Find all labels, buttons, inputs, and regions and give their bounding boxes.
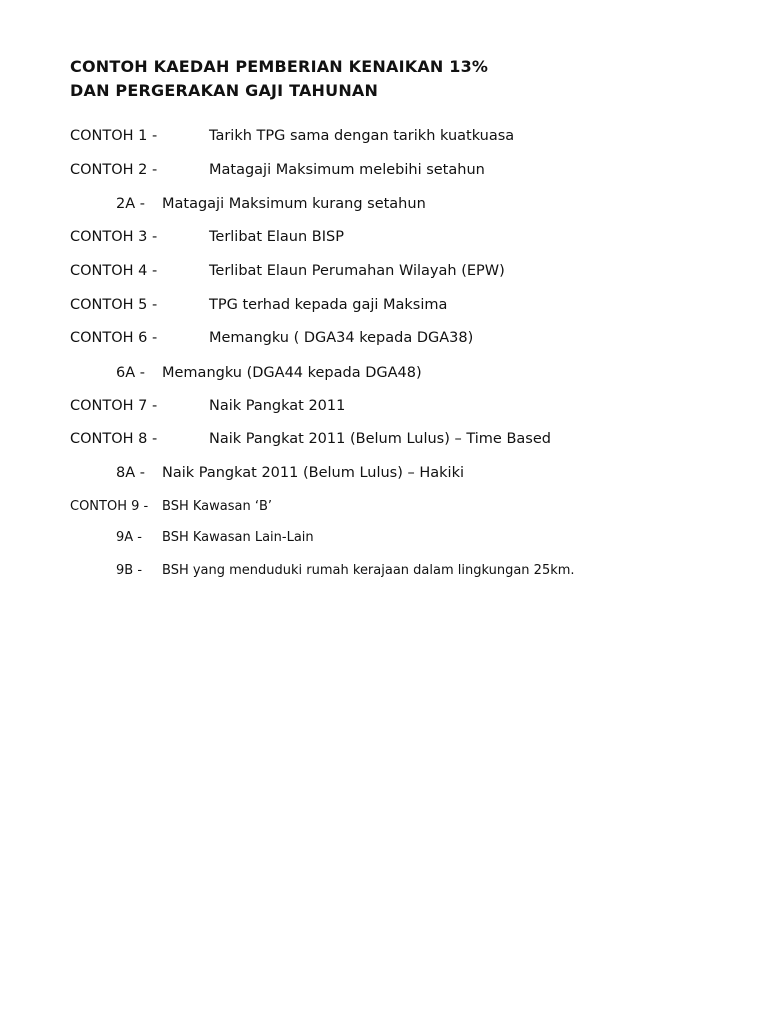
sub-example-label: 9A -: [116, 530, 142, 545]
sub-example-label: 2A -: [116, 196, 145, 212]
example-label: CONTOH 9 -: [70, 499, 149, 514]
example-label: CONTOH 8 -: [70, 431, 158, 447]
example-description: Terlibat Elaun Perumahan Wilayah (EPW): [209, 263, 505, 279]
sub-example-description: BSH Kawasan Lain-Lain: [162, 530, 314, 545]
example-label: CONTOH 4 -: [70, 263, 158, 279]
document-title: [70, 55, 488, 103]
title-line-2: DAN PERGERAKAN GAJI TAHUNAN: [70, 81, 379, 100]
sub-example-description: Naik Pangkat 2011 (Belum Lulus) – Hakiki: [162, 465, 465, 481]
example-description: Memangku ( DGA34 kepada DGA38): [209, 330, 474, 346]
sub-example-description: Matagaji Maksimum kurang setahun: [162, 196, 426, 212]
title-line-1: CONTOH KAEDAH PEMBERIAN KENAIKAN 13%: [70, 57, 489, 76]
example-label: CONTOH 3 -: [70, 229, 158, 245]
sub-example-label: 6A -: [116, 365, 145, 381]
example-description: Naik Pangkat 2011 (Belum Lulus) – Time Based: [209, 431, 551, 447]
sub-example-description: Memangku (DGA44 kepada DGA48): [162, 365, 422, 381]
example-description: Terlibat Elaun BISP: [209, 229, 344, 245]
example-label: CONTOH 2 -: [70, 162, 158, 178]
example-description: Naik Pangkat 2011: [209, 398, 346, 414]
example-label: CONTOH 6 -: [70, 330, 158, 346]
example-description: BSH Kawasan ‘B’: [162, 499, 273, 514]
example-description: TPG terhad kepada gaji Maksima: [209, 297, 448, 313]
example-label: CONTOH 7 -: [70, 398, 158, 414]
sub-example-label: 9B -: [116, 563, 143, 578]
example-description: Matagaji Maksimum melebihi setahun: [209, 162, 485, 178]
sub-example-label: 8A -: [116, 465, 145, 481]
example-description: Tarikh TPG sama dengan tarikh kuatkuasa: [209, 128, 515, 144]
example-label: CONTOH 5 -: [70, 297, 158, 313]
sub-example-description: BSH yang menduduki rumah kerajaan dalam lingkungan 25km.: [162, 563, 575, 578]
example-label: CONTOH 1 -: [70, 128, 158, 144]
